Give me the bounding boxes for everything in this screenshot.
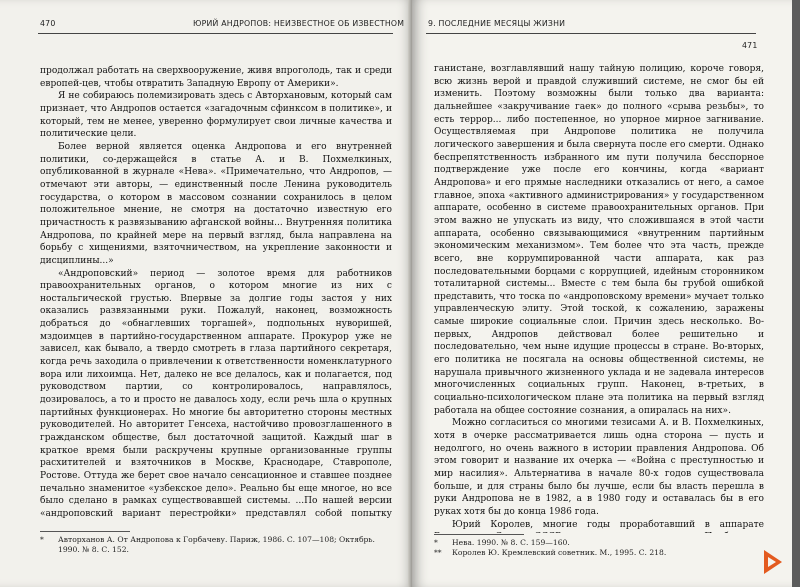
right-page-number: 471 [742,41,758,50]
right-page [412,0,792,587]
paragraph: продолжал работать на сверхвооружение, живя впроголодь, так и среди европей-цев, чтобы отвратить Западную Европу от Америки». [40,66,392,89]
publisher-logo-icon [760,548,786,576]
right-header-rule [426,33,756,34]
footnote [434,548,764,558]
paragraph: «Андроповский» период — золотое время для работников правоохранительных органов, о котором многие из них с ностальгической грустью. Впервые за долгие годы застоя у них оказались развязанными руки. Пожалуй, наконец, возможность добраться до «обнаглевших торгашей», подпольных нуворишей, мздоимцев в партийно-государственном аппарате. Прокурор уже не зависел, как бывало, а твердо смотреть в глаза партийного секретаря, когда речь заходила о привлечении к ответственности номенклатурного вора или лихоимца. Нет, далеко не все делалось, как и полагается, под руководством партии, со контролировалось, направлялось, дозировалось, а то и просто не давалось ходу, если речь шла о крупных партийных функционерах. Но многие бы авторитетно стороны местных руководителей. Но авторитет Генсеха, настойчиво провозглашенного в гражданском обществе, был достаточной защитой. Каждый шаг в краткое время были раскручены крупные организованные группы расхитителей и взяточников в Москве, Краснодаре, Ставрополе, Ростове. Оттуда же берет свое начало сенсационное и ставшее позднее печально знаменитое «узбекское дело». Реально бы еще многое, но все было сделано в рамках существовавшей системы. ...По нашей версии «андроповский вариант перестройки» представлял собой попытку [40,268,392,519]
left-header-rule [38,33,393,34]
left-footnote-rule [40,531,130,532]
footnote-mark: * [434,538,438,547]
paragraph: Я не собираюсь полемизировать здесь с Авторхановым, который сам признает, что Андропов остается «загадочным сфинксом в политике», и который, тем не менее, уверенно формулирует свои личные качества и политические цели. [40,91,392,140]
page-edge [792,0,800,587]
right-body-text [434,63,764,533]
right-footnote-rule [434,534,524,535]
footnote [40,535,392,555]
footnote-text: Королев Ю. Кремлевский советник. М., 1995. С. 218. [452,548,667,557]
paragraph: Можно согласиться со многими тезисами А. и В. Похмелкиных, хотя в очерке рассматривается лишь одна сторона — пусть и недолгого, но очень важного в истории правления Андропова. Об этом говорит и название их очерка — «Война с преступностью и мир насилия». Альтернатива в начале 80-х годов существовала больше, и для страны было бы лучше, если бы власть перешла в руки Андропова не в 1982, а в 1980 году и оставалась бы в его руках хотя бы до конца 1986 года. [434,418,764,517]
left-body-text [40,65,392,521]
left-running-title: ЮРИЙ АНДРОПОВ: НЕИЗВЕСТНОЕ ОБ ИЗВЕСТНОМ [193,19,405,28]
left-footnotes [40,535,392,555]
right-running-title: 9. ПОСЛЕДНИЕ МЕСЯЦЫ ЖИЗНИ [428,19,566,28]
paragraph: Юрий Королев, многие годы проработавший в аппарате [452,519,764,530]
footnote-mark: ** [434,548,442,557]
right-footnotes [434,538,764,558]
footnote-text: Нева. 1990. № 8. С. 159—160. [452,538,570,547]
left-page-number: 470 [40,19,56,28]
footnote-mark: * [40,535,44,544]
footnote-text: Авторханов А. От Андропова к Горбачеву. Париж, 1986. С. 107—108; Октябрь. 1990. № 8. С. 152. [58,535,375,554]
paragraph: ганистане, возглавлявший нашу тайную полицию, короче говоря, всю жизнь верой и правдой служивший системе, не смог бы ей изменить. Поэтому возможны были только два варианта: дальнейшее «закручивание гаек» до полного «срыва резьбы», то есть террор... либо постепенное, но упорное мирное загнивание. Осуществляемая при Андропове политика не получила логического завершения и была свернута после его смерти. Однако беспрепятственность избранного им пути получила бесспорное подтверждение уже после его кончины, когда «вариант Андропова» и его прямые наследники отказались от него, а самое главное, эпоха «активного администрирования» у государственном аппарате, особенно в системе правоохранительных органов. При этом важно не упускать из виду, что сложившаяся в этой части аппарата, особенно связывающимися «внутренним партийным экономическим механизмом». Тем более что эта часть, прежде всего, вне коррумпированной части аппарата, как раз последовательными борцами с коррупцией, идейным сторонником тоталитарной системы... Вместе с тем была бы грубой ошибкой представить, что тоска по «андроповскому времени» мучает только управленческую элиту. Этой тоской, к сожалению, заражены самые широкие социальные слои. Причин здесь несколько. Во-первых, Андропов действовал более решительно и последовательно, чем ныне идущие процессы в стране. Во-вторых, его политика не посягала на основы общественной системы, не нарушала привычного жизненного уклада и не задевала интересов многочисленных социальных групп. Наконец, в-третьих, в социально-психологическом плане эта политика на первый взгляд работала на общее состояние сознания, а опиралась на них». [434,64,764,416]
footnote [434,538,764,548]
paragraph: Более верной является оценка Андропова и его внутренней политики, со-держащейся в статье А. и В. Похмелкиных, опубликованной в журнале «Нева». «Примечательно, что Андропов, — отмечают эти авторы, — единственный после Ленина руководитель государства, о котором в массовом сознании сохранилось в целом положительное мнение, не смотря на достаточно известную его причастность к развязыванию афганской войны... Внутренняя политика Андропова, по крайней мере на первый взгляд, была направлена на борьбу с хищениями, взяточничеством, на укрепление законности и дисциплины...» [40,141,392,266]
